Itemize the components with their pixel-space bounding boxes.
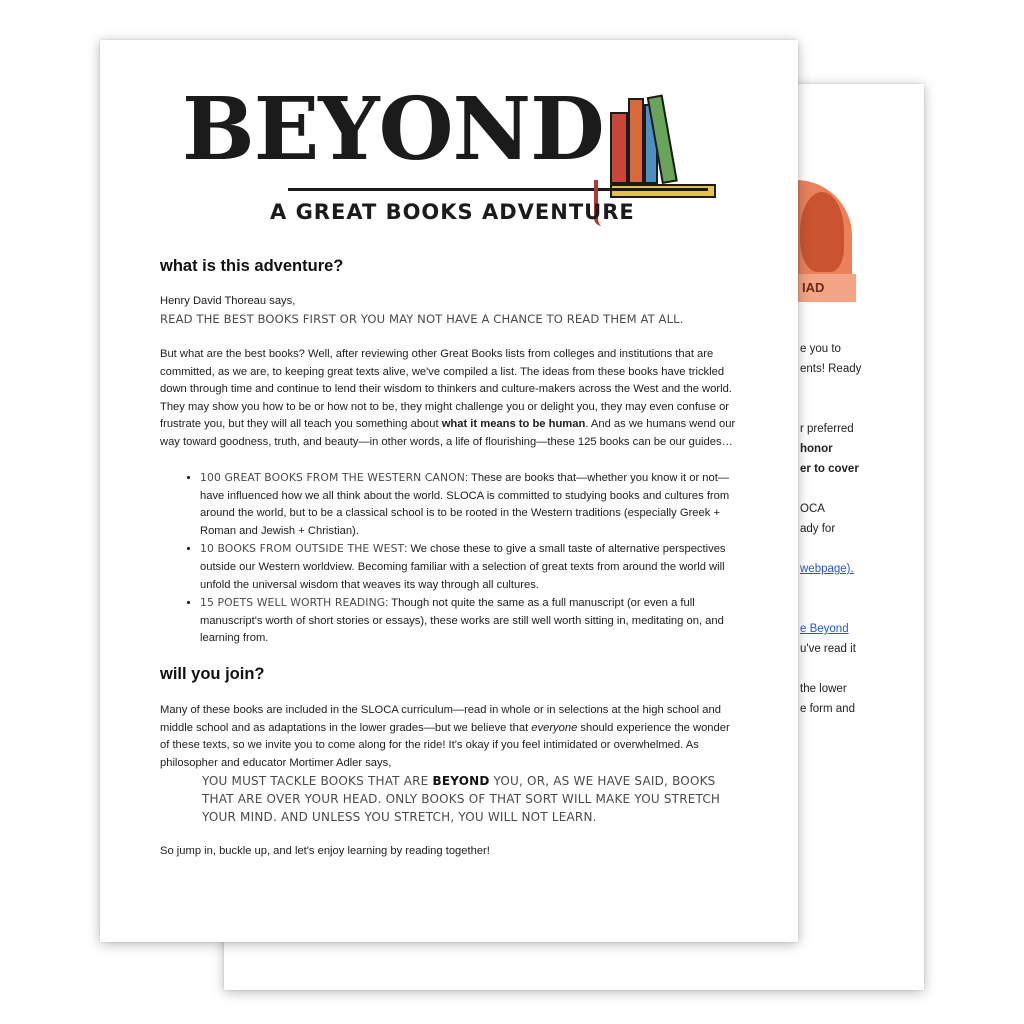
back-page-line: e you to (800, 343, 841, 355)
thoreau-quote: READ THE BEST BOOKS FIRST OR YOU MAY NOT HAVE A CHANCE TO READ THEM AT ALL. (160, 312, 684, 326)
intro-paragraph: But what are the best books? Well, after reviewing other Great Books lists from colleges and institutions that are committed, as we are, to keeping great texts alive, we've compiled a list. The ideas from these books have trickled down through time and continue to lend their wisdom to thinkers and culture-makers across the West and the world. They may show you how to be or how not to be, they might challenge you or delight you, they may even confuse or frustrate you, but they will all teach you something about what it means to be human. And as we humans wend our way toward goodness, truth, and beauty—in other words, a life of flourishing—these 125 books can be our guides… (160, 348, 736, 448)
book-category-item (200, 469, 738, 540)
logo-underline (288, 188, 708, 191)
logo-subtitle: A GREAT BOOKS ADVENTURE (270, 200, 635, 224)
front-page (100, 40, 798, 942)
closing-line: So jump in, buckle up, and let's enjoy learning by reading together! (160, 845, 490, 857)
back-page-line: ents! Ready (800, 363, 862, 375)
book-category-description: : Though not quite the same as a full manuscript (or even a full manuscript's worth of short stories or essays), these works are still well worth sitting in, meditating on, and learning from. (200, 597, 724, 645)
back-page-line (800, 539, 920, 559)
book-category-list (160, 469, 738, 648)
adler-quote: YOU MUST TACKLE BOOKS THAT ARE BEYOND YOU, OR, AS WE HAVE SAID, BOOKS THAT ARE OVER YOUR HEAD. ONLY BOOKS OF THAT SORT WILL MAKE YOU STRETCH YOUR MIND. AND UNLESS YOU STRETCH, YOU WILL NOT LEARN. (202, 774, 721, 824)
book-category-title: 100 GREAT BOOKS FROM THE WESTERN CANON (200, 471, 465, 484)
back-page-line: er to cover (800, 463, 859, 475)
back-page-line (800, 579, 920, 599)
book-category-title: 15 POETS WELL WORTH READING (200, 596, 386, 610)
beyond-logo (100, 40, 798, 250)
back-page-line (800, 479, 920, 499)
badge-label: IAD (798, 274, 856, 302)
back-page-text (800, 339, 920, 719)
back-page-link[interactable]: e Beyond (800, 623, 849, 635)
back-page-line: u've read it (800, 643, 856, 655)
back-page-line (800, 399, 920, 419)
book-category-item (200, 594, 738, 648)
book-category-description: : These are books that—whether you know it or not—have influenced how we all think about the world. SLOCA is committed to studying books and cultures from around the world, but to be a classical school is to be rooted in the Western traditions (especially Greek + Roman and Jewish + Christian). (200, 472, 730, 537)
back-page-link[interactable]: webpage). (800, 563, 854, 575)
bearded-figure-illustration (800, 192, 844, 272)
back-page-line: honor (800, 443, 833, 455)
join-paragraph: Many of these books are included in the SLOCA curriculum—read in whole or in selections at the high school and middle school and as adaptations in the lower grades—but we believe that everyone should experience the wonder of these texts, so we invite you to come along for the ride! It's okay if you feel intimidated or overwhelmed. As philosopher and educator Mortimer Adler says, (160, 704, 730, 769)
book-category-description: : We chose these to give a small taste of alternative perspectives outside our Western worldview. Becoming familiar with a selection of great texts from around the world will unfold the universal wisdom that weaves its way through all cultures. (200, 543, 726, 591)
back-page-line (800, 599, 920, 619)
back-page-line: e form and (800, 703, 855, 715)
book-category-title: 10 BOOKS FROM OUTSIDE THE WEST (200, 542, 405, 556)
back-page-line (800, 659, 920, 679)
section-heading-adventure: what is this adventure? (160, 257, 344, 275)
back-page-line: ady for (800, 523, 836, 535)
back-page-line: OCA (800, 503, 825, 515)
book-category-item (200, 540, 738, 594)
back-page-line: r preferred (800, 423, 854, 435)
book-stack-icon (608, 88, 720, 198)
back-page-line (800, 379, 920, 399)
section-heading-join: will you join? (160, 665, 265, 683)
back-page-line: the lower (800, 683, 847, 695)
thoreau-intro: Henry David Thoreau says, (160, 295, 296, 307)
logo-wordmark: BEYOND (182, 79, 604, 180)
